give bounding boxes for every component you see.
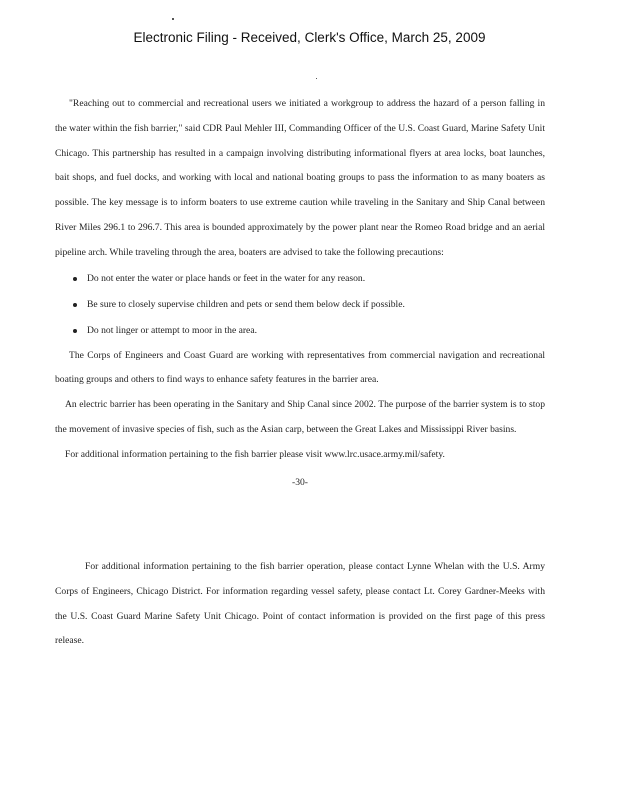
press-release-body — [55, 92, 545, 498]
list-item — [73, 266, 545, 292]
end-mark: -30- — [292, 476, 308, 488]
info-paragraph: For additional information pertaining to the fish barrier please visit www.lrc.usace.army.mil/safety. — [65, 448, 445, 460]
precaution-text: Be sure to closely supervise children and pets or send them below deck if possible. — [87, 298, 405, 310]
scan-speck — [316, 78, 317, 79]
bullet-icon — [73, 303, 77, 307]
list-item — [73, 292, 545, 318]
bullet-icon — [73, 277, 77, 281]
contact-section — [55, 555, 545, 654]
precautions-list — [55, 266, 545, 344]
scan-speck — [172, 18, 174, 20]
corps-paragraph: The Corps of Engineers and Coast Guard are working with representatives from commercial navigation and recreational boating groups and others to find ways to enhance safety features in the barrier area. — [55, 349, 545, 386]
barrier-paragraph: An electric barrier has been operating in the Sanitary and Ship Canal since 2002. The purpose of the barrier system is to stop the movement of invasive species of fish, such as the Asian carp, between the Great Lakes and Mississippi River basins. — [55, 399, 545, 435]
list-item — [73, 318, 545, 344]
filing-header: Electronic Filing - Received, Clerk's Office, March 25, 2009 — [133, 30, 486, 45]
quote-paragraph: "Reaching out to commercial and recreational users we initiated a workgroup to address the hazard of a person falling in the water within the fish barrier," said CDR Paul Mehler III, Commanding Officer of the U.S. Coast Guard, Marine Safety Unit Chicago. This partnership has resulted in a campaign involving distributing informational flyers at area locks, boat launches, bait shops, and fuel docks, and working with local and national boating groups to pass the information to as many boaters as possible. The key message is to inform boaters to use extreme caution while traveling in the Sanitary and Ship Canal between River Miles 296.1 to 296.7. This area is bounded approximately by the power plant near the Romeo Road bridge and an aerial pipeline arch. While traveling through the area, boaters are advised to take the following precautions: — [55, 98, 545, 258]
bullet-icon — [73, 329, 77, 333]
precaution-text: Do not enter the water or place hands or feet in the water for any reason. — [87, 272, 366, 284]
precaution-text: Do not linger or attempt to moor in the area. — [87, 324, 257, 336]
contact-paragraph: For additional information pertaining to the fish barrier operation, please contact Lynne Whelan with the U.S. Army Corps of Engineers, Chicago District. For information regarding vessel safety, please contact Lt. Corey Gardner-Meeks with the U.S. Coast Guard Marine Safety Unit Chicago. Point of contact information is provided on the first page of this press release. — [55, 561, 545, 647]
